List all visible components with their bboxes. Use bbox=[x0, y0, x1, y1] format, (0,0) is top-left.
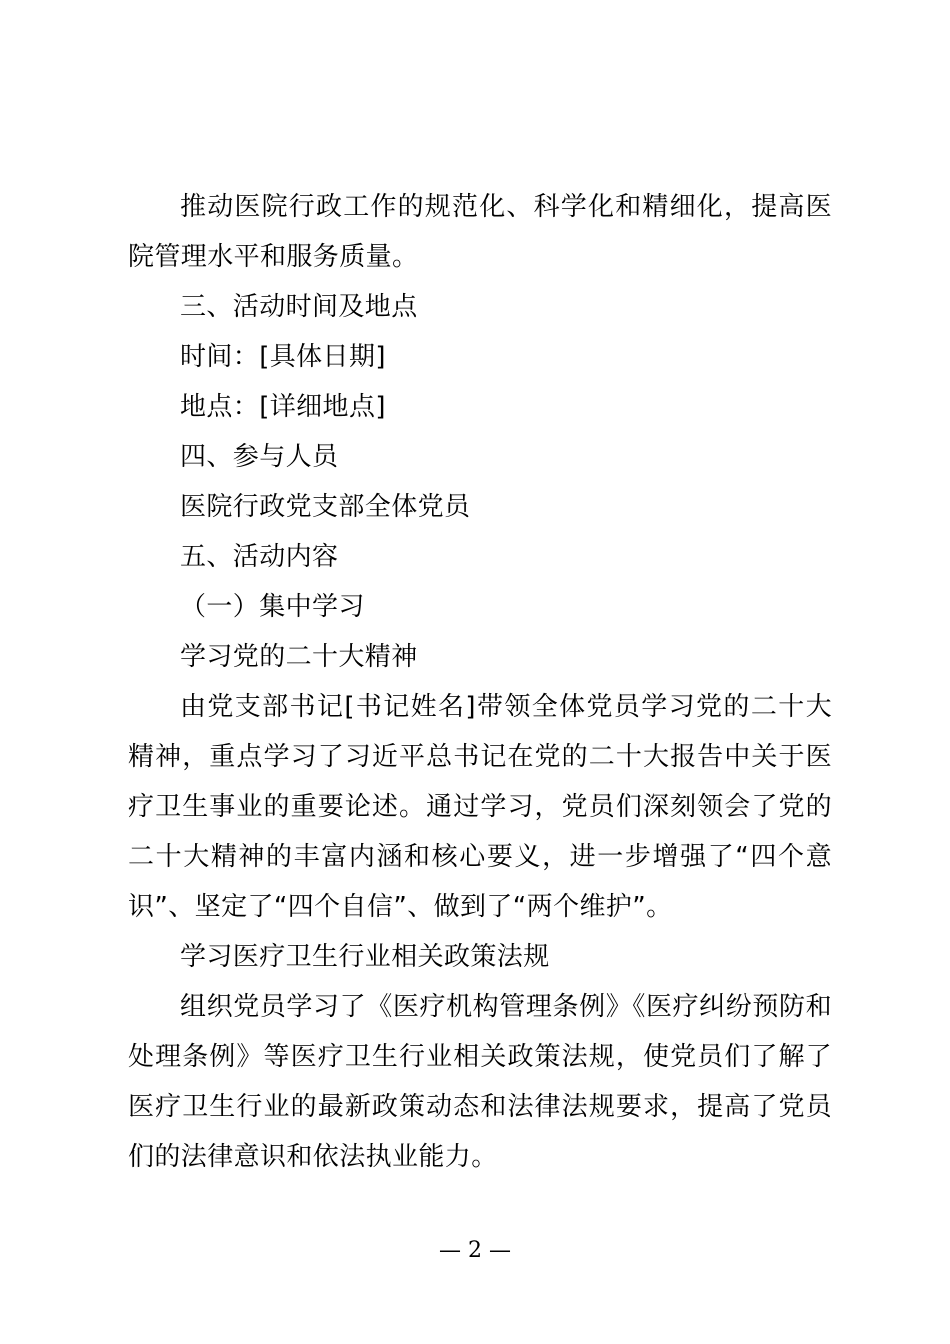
heading-activity-time-place: 三、活动时间及地点 bbox=[180, 292, 418, 322]
activity-time: 时间：[具体日期] bbox=[180, 342, 386, 372]
document-body bbox=[128, 182, 832, 1182]
study-topic-20th-congress: 学习党的二十大精神 bbox=[180, 642, 418, 672]
activity-place: 地点：[详细地点] bbox=[180, 392, 386, 422]
heading-participants: 四、参与人员 bbox=[180, 442, 339, 472]
paragraph-20th-congress-study: 由党支部书记[书记姓名]带领全体党员学习党的二十大精神，重点学习了习近平总书记在党的二十大报告中关于医疗卫生事业的重要论述。通过学习，党员们深刻领会了党的二十大精神的丰富内涵和核心要义，进一步增强了“四个意识”、坚定了“四个自信”、做到了“两个维护”。 bbox=[128, 692, 832, 922]
paragraph-intro-continuation: 推动医院行政工作的规范化、科学化和精细化，提高医院管理水平和服务质量。 bbox=[128, 192, 832, 272]
heading-activity-content: 五、活动内容 bbox=[180, 542, 339, 572]
paragraph-health-regulations-study: 组织党员学习了《医疗机构管理条例》《医疗纠纷预防和处理条例》等医疗卫生行业相关政策法规，使党员们了解了医疗卫生行业的最新政策动态和法律法规要求，提高了党员们的法律意识和依法执业能力。 bbox=[128, 992, 832, 1172]
participants: 医院行政党支部全体党员 bbox=[180, 492, 471, 522]
page-number: — 2 — bbox=[439, 1238, 511, 1263]
study-topic-health-regulations: 学习医疗卫生行业相关政策法规 bbox=[180, 942, 550, 972]
subheading-centralized-study: （一）集中学习 bbox=[180, 592, 365, 622]
